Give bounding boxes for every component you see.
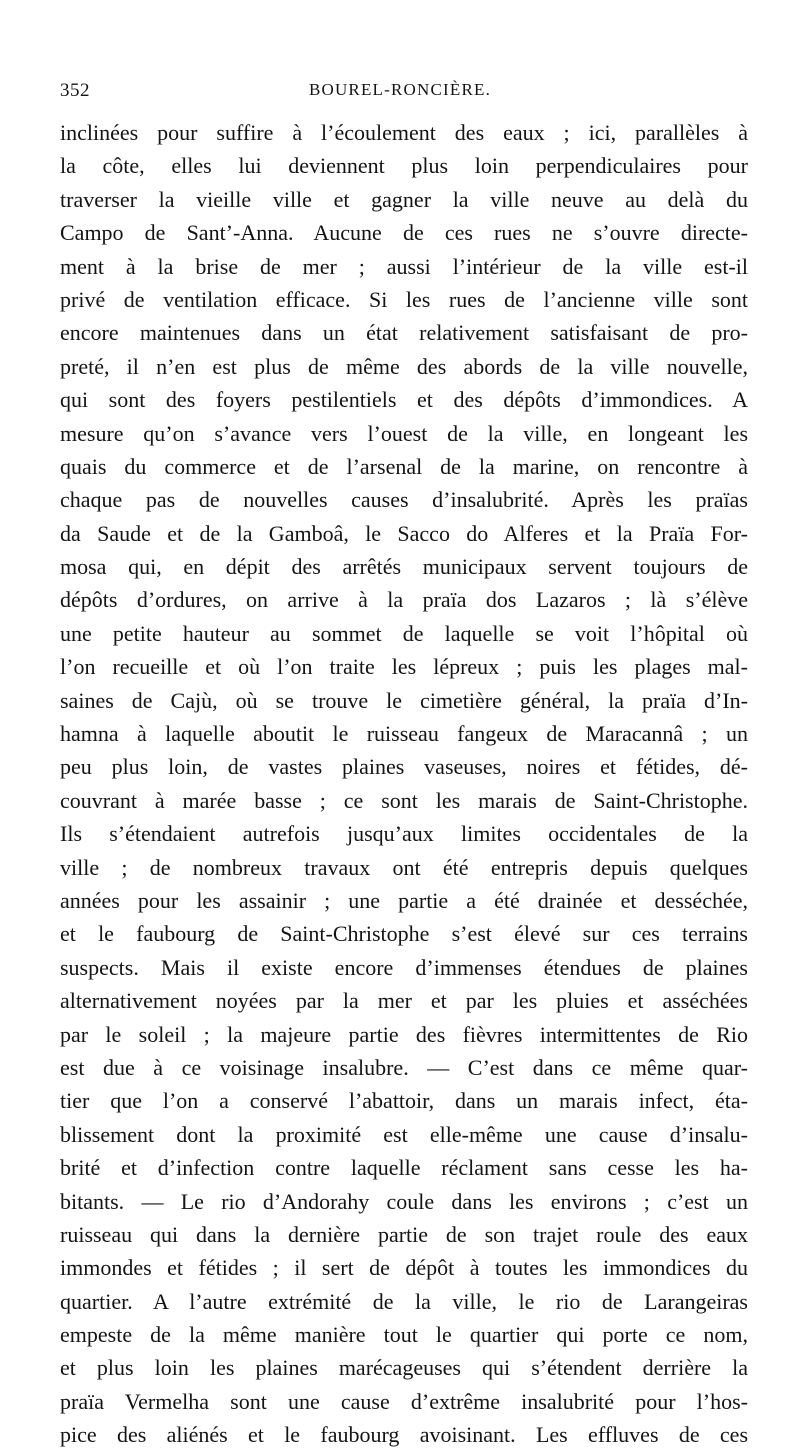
text-line: da Saude et de la Gamboâ, le Sacco do Alferes et la Praïa For- (60, 520, 748, 546)
text-line: suspects. Mais il existe encore d’immenses étendues de plaines (60, 954, 748, 980)
text-line: immondes et fétides ; il sert de dépôt à toutes les immondices du (60, 1255, 748, 1281)
text-line: traverser la vieille ville et gagner la ville neuve au delà du (60, 186, 748, 212)
body-text (60, 116, 748, 1452)
text-line: blissement dont la proximité est elle-même une cause d’insalu- (60, 1121, 748, 1147)
text-line: preté, il n’en est plus de même des abords de la ville nouvelle, (60, 353, 748, 379)
text-line: quais du commerce et de l’arsenal de la marine, on rencontre à (60, 453, 748, 479)
text-line: peu plus loin, de vastes plaines vaseuses, noires et fétides, dé- (60, 754, 748, 780)
text-line: praïa Vermelha sont une cause d’extrême insalubrité pour l’hos- (60, 1388, 748, 1414)
text-line: pice des aliénés et le faubourg avoisinant. Les effluves de ces (60, 1422, 748, 1448)
text-line: dépôts d’ordures, on arrive à la praïa dos Lazaros ; là s’élève (60, 587, 748, 613)
text-line: une petite hauteur au sommet de laquelle se voit l’hôpital où (60, 620, 748, 646)
text-line: mesure qu’on s’avance vers l’ouest de la ville, en longeant les (60, 420, 748, 446)
text-line: mosa qui, en dépit des arrêtés municipaux servent toujours de (60, 554, 748, 580)
text-line: années pour les assainir ; une partie a été drainée et desséchée, (60, 887, 748, 913)
text-line: par le soleil ; la majeure partie des fièvres intermittentes de Rio (60, 1021, 748, 1047)
text-line: la côte, elles lui deviennent plus loin perpendiculaires pour (60, 153, 748, 179)
text-line: brité et d’infection contre laquelle réclament sans cesse les ha- (60, 1155, 748, 1181)
text-line: ment à la brise de mer ; aussi l’intérieur de la ville est-il (60, 253, 748, 279)
text-line: couvrant à marée basse ; ce sont les marais de Saint-Christophe. (60, 787, 748, 813)
text-line: inclinées pour suffire à l’écoulement des eaux ; ici, parallèles à (60, 120, 748, 145)
text-line: ville ; de nombreux travaux ont été entrepris depuis quelques (60, 854, 748, 880)
text-line: est due à ce voisinage insalubre. — C’est dans ce même quar- (60, 1054, 748, 1080)
page-number: 352 (60, 80, 90, 101)
text-line: et le faubourg de Saint-Christophe s’est élevé sur ces terrains (60, 921, 748, 947)
text-line: privé de ventilation efficace. Si les rues de l’ancienne ville sont (60, 286, 748, 312)
text-line: alternativement noyées par la mer et par les pluies et asséchées (60, 988, 748, 1014)
text-line: empeste de la même manière tout le quartier qui porte ce nom, (60, 1322, 748, 1348)
text-line: bitants. — Le rio d’Andorahy coule dans les environs ; c’est un (60, 1188, 748, 1214)
text-line: qui sont des foyers pestilentiels et des dépôts d’immondices. A (60, 387, 748, 413)
page-header (60, 80, 740, 104)
text-line: quartier. A l’autre extrémité de la ville, le rio de Larangeiras (60, 1288, 748, 1314)
text-line: et plus loin les plaines marécageuses qui s’étendent derrière la (60, 1355, 748, 1381)
text-line: l’on recueille et où l’on traite les lépreux ; puis les plages mal- (60, 654, 748, 680)
text-line: Ils s’étendaient autrefois jusqu’aux limites occidentales de la (60, 821, 748, 847)
text-line: hamna à laquelle aboutit le ruisseau fangeux de Maracannâ ; un (60, 721, 748, 747)
running-head: BOUREL-RONCIÈRE. (308, 80, 492, 99)
text-line: tier que l’on a conservé l’abattoir, dans un marais infect, éta- (60, 1088, 748, 1114)
text-line: encore maintenues dans un état relativement satisfaisant de pro- (60, 320, 748, 346)
text-line: saines de Cajù, où se trouve le cimetière général, la praïa d’In- (60, 687, 748, 713)
text-line: chaque pas de nouvelles causes d’insalubrité. Après les praïas (60, 487, 748, 513)
text-line: Campo de Sant’-Anna. Aucune de ces rues ne s’ouvre directe- (60, 220, 748, 246)
text-line: ruisseau qui dans la dernière partie de son trajet roule des eaux (60, 1221, 748, 1247)
